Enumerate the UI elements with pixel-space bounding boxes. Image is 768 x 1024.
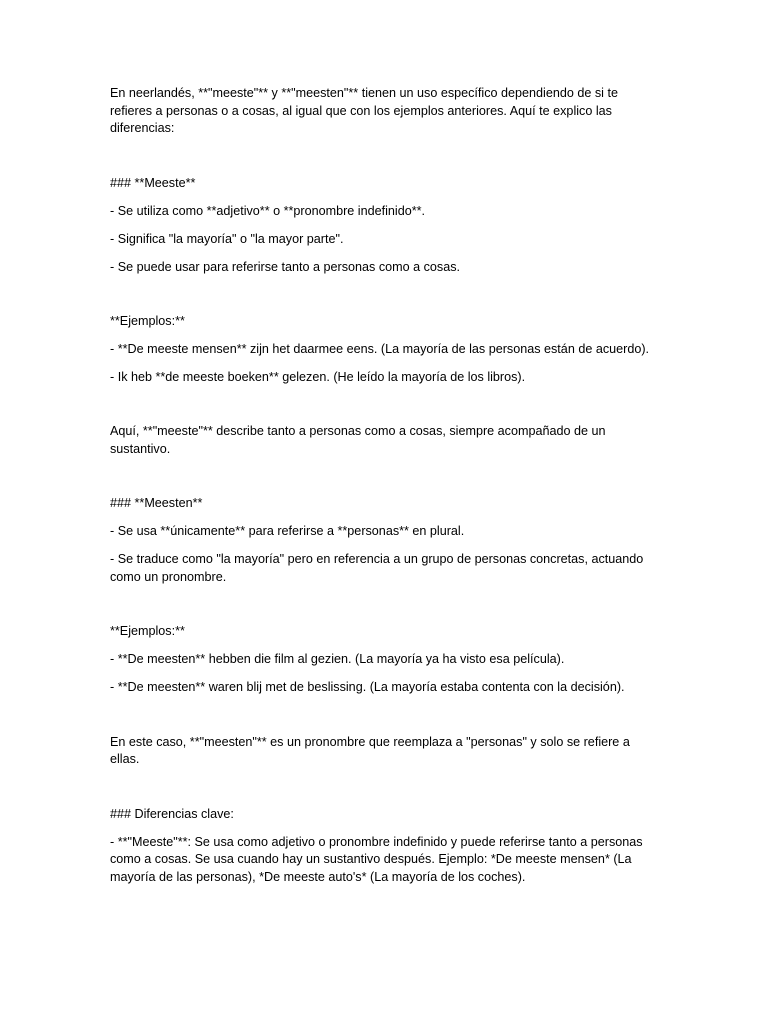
example-item: - **De meesten** waren blij met de beslissing. (La mayoría estaba contenta con la decisión). <box>110 680 625 695</box>
heading-key-differences: ### Diferencias clave: <box>110 806 234 821</box>
list-item: - Significa "la mayoría" o "la mayor parte". <box>110 231 344 246</box>
list-item: - Se puede usar para referirse tanto a personas como a cosas. <box>110 259 461 274</box>
list-item: - Se utiliza como **adjetivo** o **pronombre indefinido**. <box>110 203 426 218</box>
example-item: - **De meesten** hebben die film al gezien. (La mayoría ya ha visto esa película). <box>110 652 565 667</box>
list-item: - **"Meeste"**: Se usa como adjetivo o pronombre indefinido y puede referirse tanto a personas como a cosas. Se usa cuando hay un sustantivo después. Ejemplo: *De meeste mensen* (La mayoría de las personas), *De meeste auto's* (La mayoría de los coches). <box>110 834 647 884</box>
examples-label: **Ejemplos:** <box>110 313 185 328</box>
example-item: - Ik heb **de meeste boeken** gelezen. (He leído la mayoría de los libros). <box>110 369 526 384</box>
example-item: - **De meeste mensen** zijn het daarmee eens. (La mayoría de las personas están de acuerdo). <box>110 341 650 356</box>
intro-paragraph: En neerlandés, **"meeste"** y **"meesten"** tienen un uso específico dependiendo de si te refieres a personas o a cosas, al igual que con los ejemplos anteriores. Aquí te explico las diferencias: <box>110 86 622 136</box>
summary-paragraph: En este caso, **"meesten"** es un pronombre que reemplaza a "personas" y solo se refiere a ellas. <box>110 734 634 767</box>
examples-label: **Ejemplos:** <box>110 624 185 639</box>
list-item: - Se traduce como "la mayoría" pero en referencia a un grupo de personas concretas, actuando como un pronombre. <box>110 552 647 584</box>
document-page <box>110 85 658 886</box>
list-item: - Se usa **únicamente** para referirse a **personas** en plural. <box>110 524 465 539</box>
heading-meesten: ### **Meesten** <box>110 496 203 511</box>
heading-meeste: ### **Meeste** <box>110 175 196 190</box>
summary-paragraph: Aquí, **"meeste"** describe tanto a personas como a cosas, siempre acompañado de un sustantivo. <box>110 424 609 456</box>
